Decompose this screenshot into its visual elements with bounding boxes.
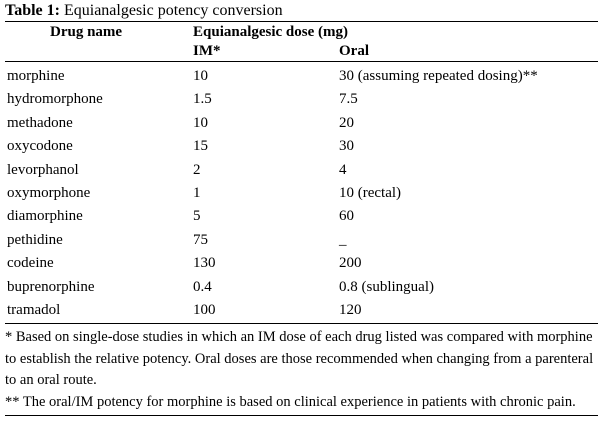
- caption-title: Equianalgesic potency conversion: [63, 2, 283, 19]
- im-dose-cell: 10: [193, 114, 208, 131]
- table-row: [5, 229, 598, 252]
- potency-table: [5, 22, 598, 322]
- oral-dose-cell: 30: [339, 138, 354, 155]
- table-caption: [5, 1, 598, 21]
- oral-dose-cell: 10 (rectal): [339, 185, 402, 202]
- im-dose-cell: 100: [193, 302, 216, 319]
- footnote-1: * Based on single-dose studies in which an IM dose of each drug listed was compared with morphine to establish the relative potency. Oral doses are those recommended when changing from a parenteral to an oral route.: [5, 329, 594, 389]
- im-dose-cell: 2: [193, 161, 201, 178]
- oral-dose-cell: 30 (assuming repeated dosing)**: [339, 68, 538, 84]
- footnote-2: ** The oral/IM potency for morphine is based on clinical experience in patients with chronic pain.: [5, 393, 576, 410]
- oral-dose-cell: 7.5: [339, 91, 358, 108]
- drug-name-cell: pethidine: [7, 231, 63, 248]
- dose-group-header: Equianalgesic dose (mg): [193, 24, 349, 40]
- im-dose-cell: 130: [193, 255, 216, 272]
- drug-name-cell: levorphanol: [7, 161, 79, 178]
- im-dose-cell: 5: [193, 208, 201, 225]
- oral-dose-cell: 4: [339, 161, 347, 178]
- table-row: [5, 205, 598, 228]
- drug-name-cell: tramadol: [7, 302, 61, 319]
- im-dose-cell: 1.5: [193, 91, 212, 108]
- oral-dose-cell: 60: [339, 208, 354, 225]
- drug-name-cell: diamorphine: [7, 208, 83, 225]
- drug-name-cell: oxycodone: [7, 138, 73, 155]
- drug-name-header: Drug name: [50, 24, 123, 40]
- oral-dose-cell: _: [339, 231, 347, 248]
- table-row: [5, 135, 598, 158]
- subheader-row: [5, 42, 598, 62]
- oral-dose-cell: 0.8 (sublingual): [339, 278, 434, 295]
- im-dose-cell: 10: [193, 68, 208, 84]
- drug-name-cell: morphine: [7, 68, 65, 84]
- table-row: [5, 159, 598, 182]
- im-dose-cell: 0.4: [193, 278, 212, 295]
- im-dose-cell: 1: [193, 185, 201, 202]
- im-header: IM*: [193, 43, 221, 59]
- drug-name-cell: hydromorphone: [7, 91, 103, 108]
- table-row: [5, 65, 598, 88]
- footnotes: [5, 323, 598, 416]
- drug-name-cell: oxymorphone: [7, 185, 91, 202]
- drug-name-cell: methadone: [7, 114, 73, 131]
- table-row: [5, 182, 598, 205]
- table-row: [5, 88, 598, 111]
- drug-name-cell: buprenorphine: [7, 278, 95, 295]
- table-row: [5, 299, 598, 322]
- oral-dose-cell: 120: [339, 302, 362, 319]
- table-row: [5, 112, 598, 135]
- table-row: [5, 276, 598, 299]
- oral-dose-cell: 20: [339, 114, 354, 131]
- im-dose-cell: 75: [193, 231, 208, 248]
- subheader-blank: [5, 42, 193, 62]
- drug-name-cell: codeine: [7, 255, 54, 272]
- oral-header: Oral: [339, 43, 369, 59]
- table-body: [5, 65, 598, 322]
- oral-dose-cell: 200: [339, 255, 362, 272]
- header-row: [5, 22, 598, 42]
- im-dose-cell: 15: [193, 138, 208, 155]
- table-row: [5, 252, 598, 275]
- caption-label: Table 1:: [5, 2, 60, 19]
